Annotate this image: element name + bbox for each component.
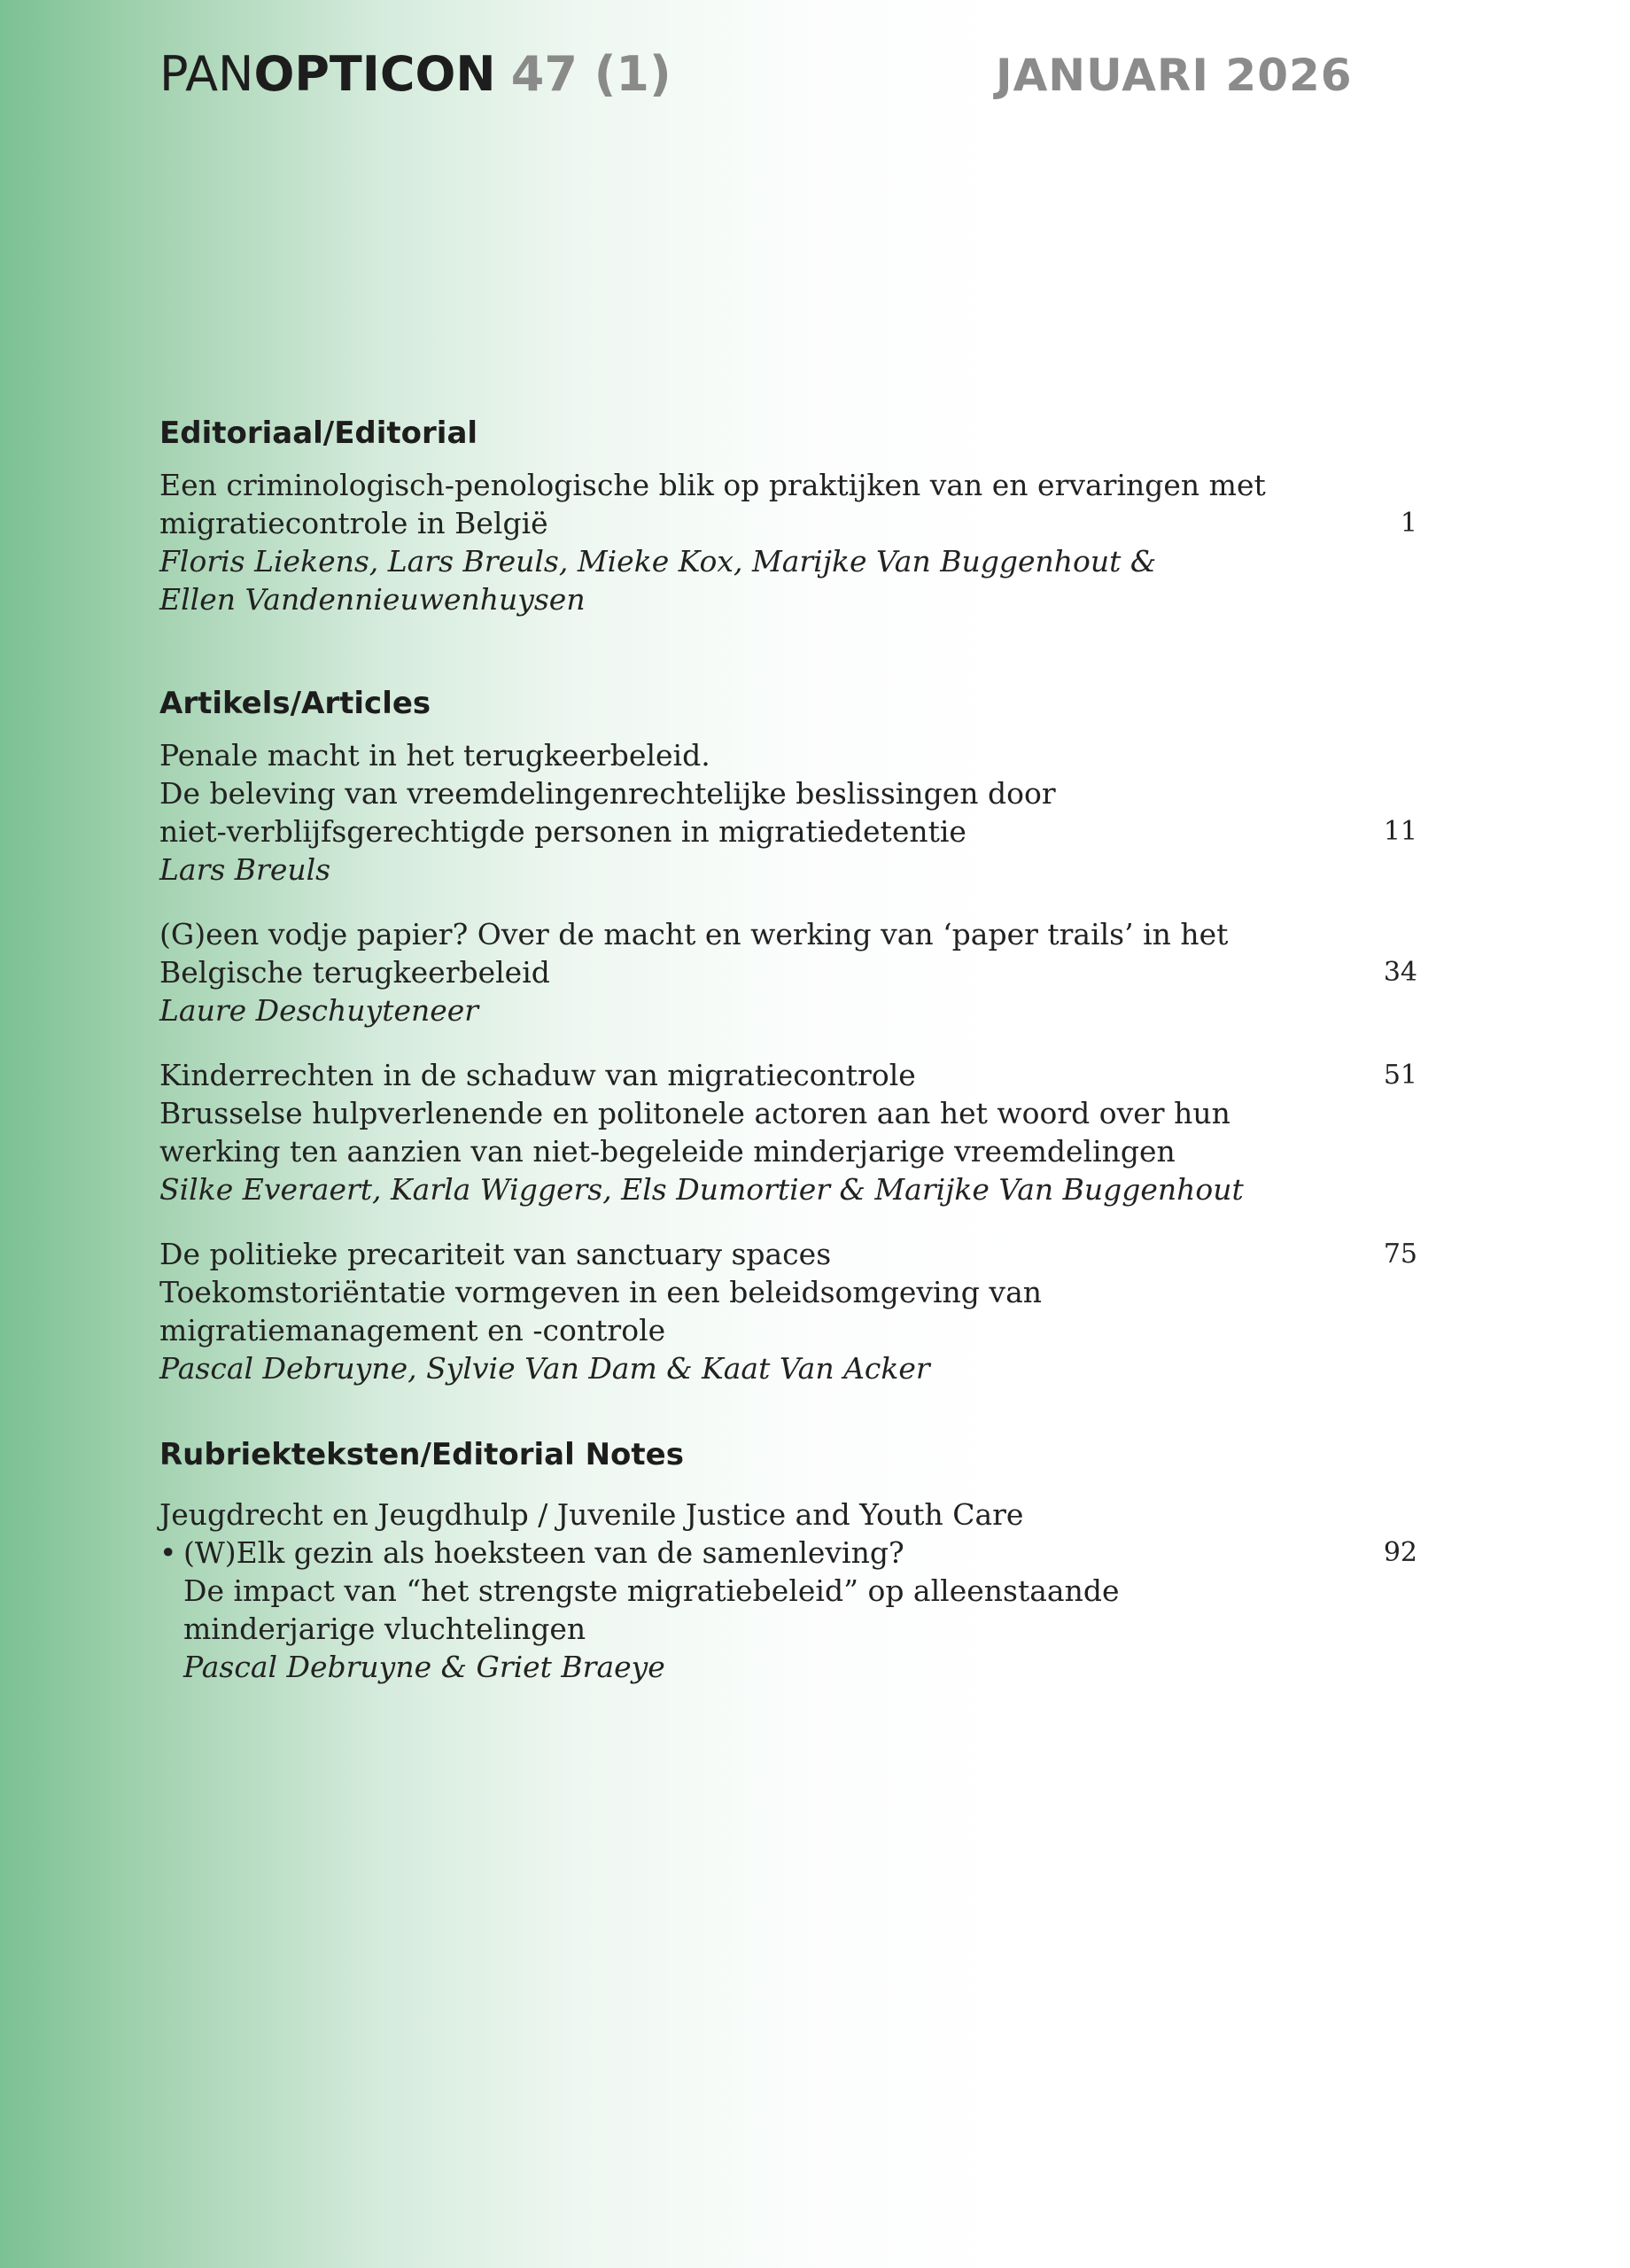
page-number: 51 bbox=[1383, 1060, 1417, 1091]
journal-title-opticon: OPTICON bbox=[253, 46, 496, 102]
entry-authors: Ellen Vandennieuwenhuysen bbox=[159, 582, 586, 617]
entry-authors: Pascal Debruyne & Griet Braeye bbox=[183, 1650, 665, 1684]
entry-title-line: Een criminologisch-penologische blik op praktijken van en ervaringen met bbox=[159, 468, 1266, 502]
entry-title-line: Penale macht in het terugkeerbeleid. bbox=[159, 738, 710, 773]
entry-title-line: De beleving van vreemdelingenrechtelijke beslissingen door bbox=[159, 776, 1056, 811]
toc-entry-article-3[interactable] bbox=[159, 1056, 1417, 1208]
page-number: 34 bbox=[1383, 957, 1417, 988]
bullet-icon: • bbox=[159, 1535, 177, 1570]
toc-entry-editorial[interactable] bbox=[159, 466, 1417, 618]
toc-entry-article-2[interactable] bbox=[159, 915, 1417, 1029]
journal-header bbox=[159, 46, 1353, 108]
entry-authors: Laure Deschuyteneer bbox=[159, 993, 479, 1028]
section-heading-editorial: Editoriaal/Editorial bbox=[159, 416, 478, 451]
toc-entry-rubric[interactable] bbox=[159, 1495, 1417, 1686]
issue-date: JANUARI 2026 bbox=[996, 50, 1353, 101]
entry-title-line: Belgische terugkeerbeleid bbox=[159, 955, 550, 990]
entry-authors: Pascal Debruyne, Sylvie Van Dam & Kaat Van Acker bbox=[159, 1351, 930, 1386]
journal-volume: 47 (1) bbox=[510, 46, 671, 102]
page-number: 11 bbox=[1383, 816, 1417, 847]
entry-authors: Lars Breuls bbox=[159, 852, 331, 887]
entry-title-line: De politieke precariteit van sanctuary spaces bbox=[159, 1237, 832, 1271]
section-heading-editorial-notes: Rubriekteksten/Editorial Notes bbox=[159, 1437, 684, 1472]
entry-title-line: migratiecontrole in België bbox=[159, 506, 548, 540]
entry-title-line: werking ten aanzien van niet-begeleide minderjarige vreemdelingen bbox=[159, 1134, 1176, 1169]
page-number: 92 bbox=[1383, 1537, 1417, 1568]
entry-title-line: De impact van “het strengste migratiebeleid” op alleenstaande bbox=[183, 1573, 1120, 1608]
page-number: 75 bbox=[1383, 1239, 1417, 1270]
journal-title bbox=[159, 46, 671, 102]
rubric-title: Jeugdrecht en Jeugdhulp / Juvenile Justice and Youth Care bbox=[159, 1497, 1024, 1532]
entry-authors: Silke Everaert, Karla Wiggers, Els Dumortier & Marijke Van Buggenhout bbox=[159, 1172, 1244, 1207]
entry-authors: Floris Liekens, Lars Breuls, Mieke Kox, Marijke Van Buggenhout & bbox=[159, 544, 1157, 579]
toc-entry-article-4[interactable] bbox=[159, 1235, 1417, 1387]
journal-title-pan: PAN bbox=[159, 46, 254, 102]
toc-entry-article-1[interactable] bbox=[159, 736, 1417, 889]
entry-title-line: Brusselse hulpverlenende en politonele actoren aan het woord over hun bbox=[159, 1096, 1230, 1130]
page-number: 1 bbox=[1400, 508, 1417, 539]
entry-title-line: niet-verblijfsgerechtigde personen in migratiedetentie bbox=[159, 814, 966, 849]
entry-title-line: Kinderrechten in de schaduw van migratiecontrole bbox=[159, 1058, 916, 1092]
entry-title-line: (W)Elk gezin als hoeksteen van de samenleving? bbox=[183, 1535, 904, 1570]
entry-title-line: Toekomstoriëntatie vormgeven in een beleidsomgeving van bbox=[159, 1275, 1042, 1309]
entry-title-line: minderjarige vluchtelingen bbox=[183, 1612, 586, 1646]
entry-title-line: (G)een vodje papier? Over de macht en werking van ‘paper trails’ in het bbox=[159, 917, 1229, 951]
entry-title-line: migratiemanagement en -controle bbox=[159, 1313, 666, 1348]
table-of-contents bbox=[159, 410, 1417, 1713]
section-heading-articles: Artikels/Articles bbox=[159, 686, 431, 721]
bullet-entry bbox=[159, 1534, 1417, 1686]
